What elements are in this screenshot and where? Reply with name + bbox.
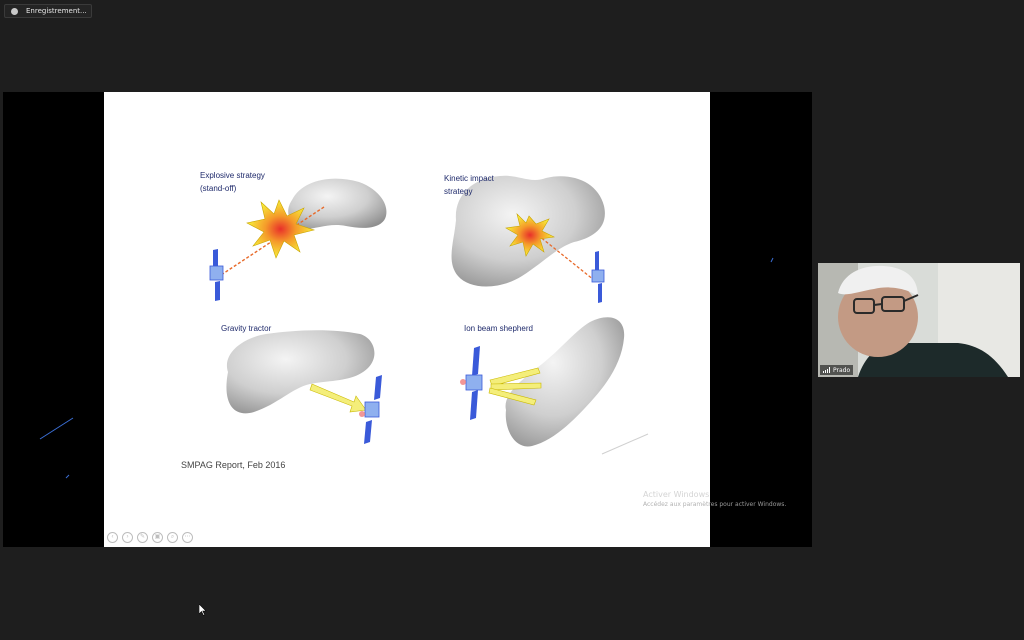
explosion-star-1: [247, 200, 314, 258]
label-explosive-strategy: Explosive strategy (stand-off): [200, 171, 265, 193]
slide-controls: [107, 532, 193, 543]
shared-screen: [3, 92, 812, 547]
participant-video: [818, 263, 1020, 377]
slide-stroke: [602, 434, 648, 454]
slide-illustration: [104, 92, 710, 547]
spacecraft-explosive: [210, 249, 223, 301]
mouse-cursor-icon: [199, 604, 207, 616]
more-options-icon[interactable]: ⋯: [182, 532, 193, 543]
pen-tool-icon[interactable]: ✎: [137, 532, 148, 543]
next-slide-icon[interactable]: ›: [122, 532, 133, 543]
activate-windows-subtitle: Accédez aux paramètres pour activer Windows.: [643, 501, 787, 508]
asteroid-gravity: [226, 330, 374, 413]
recording-indicator[interactable]: [4, 4, 92, 18]
activate-windows-title: Activer Windows: [643, 490, 710, 499]
prev-slide-icon[interactable]: ‹: [107, 532, 118, 543]
presentation-slide: [104, 92, 710, 547]
slides-overview-icon[interactable]: ▣: [152, 532, 163, 543]
spacecraft-ion: [460, 346, 482, 420]
asteroid-ion: [506, 317, 625, 446]
spacecraft-kinetic: [592, 251, 604, 303]
tractor-arrow: [310, 384, 366, 412]
participant-name-tag: [820, 365, 853, 375]
signal-strength-icon: [823, 367, 830, 373]
slide-caption: SMPAG Report, Feb 2016: [181, 460, 286, 470]
recording-dot-icon: [11, 8, 18, 15]
zoom-icon[interactable]: ⌕: [167, 532, 178, 543]
label-gravity-tractor: Gravity tractor: [221, 324, 272, 333]
label-kinetic-impact: Kinetic impact strategy: [444, 174, 494, 196]
participant-video-tile[interactable]: [818, 263, 1020, 377]
ion-beams: [489, 368, 541, 405]
label-ion-beam: Ion beam shepherd: [464, 324, 533, 333]
participant-name: Prado: [833, 366, 851, 374]
recording-label: Enregistrement...: [26, 7, 87, 15]
